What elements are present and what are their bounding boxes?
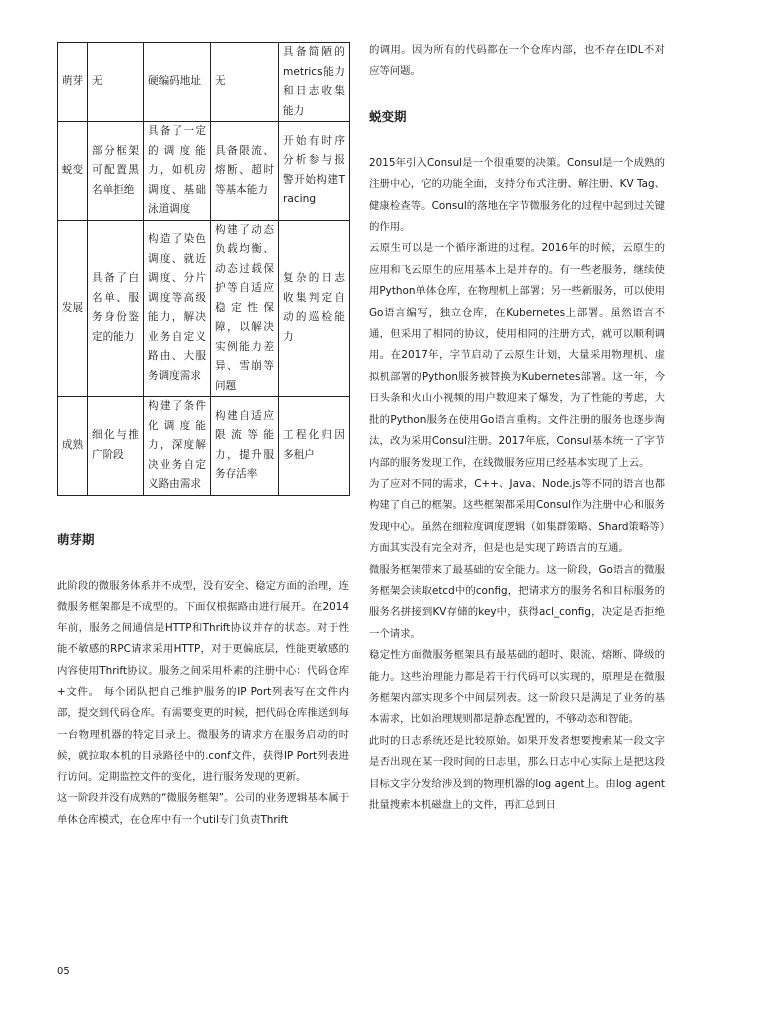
table-cell: 构建了动态负载均衡、动态过载保护等自适应稳定性保障，以解决实例能力差异、雪崩等问题: [211, 220, 279, 397]
table-cell: 具备简陋的metrics能力和日志收集能力: [279, 43, 350, 122]
stage-capability-table: [57, 42, 350, 496]
table-cell: 无: [88, 43, 144, 122]
table-stage-cell: 发展: [58, 220, 88, 397]
body-paragraph: 此时的日志系统还是比较原始。如果开发者想要搜索某一段文字是否出现在某一段时间的日志里，那么日志中心实际上是把这段目标文字分发给涉及到的物理机器的log agent上。由log agent批量搜索本机磁盘上的文件，再汇总到日: [369, 734, 665, 811]
table-row: [58, 43, 350, 122]
table-cell: 开始有时序分析参与报警开始构建Tracing: [279, 122, 350, 221]
table-cell: 部分框架可配置黑名单拒绝: [88, 122, 144, 221]
table-cell: 构建自适应限流等能力，提升服务存活率: [211, 397, 279, 496]
body-paragraph: 云原生可以是一个循序渐进的过程。2016年的时候，云原生的应用和飞云原生的应用基本上是并存的。有一些老服务，继续使用Python单体仓库，在物理机上部署；另一些新服务，可以使用Go语言编写，独立仓库，在Kubernetes上部署。虽然语言不通，但采用了相同的协议，使用相同的注册方式，就可以顺利调用。在2017年，字节启动了云原生计划，大量采用物理机、虚拟机部署的Python服务被替换为Kubernetes部署。这一年，今日头条和火山小视频的用户数迎来了爆发，为了性能的考虑，大批的Python服务在使用Go语言重构。文件注册的服务也逐步淘汰，改为采用Consul注册。2017年底，Consul基本统一了字节内部的服务发现工作，在线微服务应用已经基本实现了上云。: [369, 242, 665, 469]
right-column: [369, 40, 665, 816]
page-number: 05: [57, 966, 70, 977]
table-cell: 具备了一定的调度能力，如机房调度、基础泳道调度: [144, 122, 211, 221]
table-stage-cell: 成熟: [58, 397, 88, 496]
table-stage-cell: 蜕变: [58, 122, 88, 221]
table-cell: 构造了染色调度、就近调度、分片调度等高级能力，解决业务自定义路由、大服务调度需求: [144, 220, 211, 397]
body-paragraph: 此阶段的微服务体系并不成型，没有安全、稳定方面的治理，连微服务框架都是不成型的。下面仅根据路由进行展开。在2014年前，服务之间通信是HTTP和Thrift协议并存的状态。对于性能不敏感的RPC请求采用HTTP，对于更偏底层，性能更敏感的内容使用Thrift协议。服务之间采用朴素的注册中心：代码仓库+文件。 每个团队把自己维护服务的IP Port列表写在文件内部，提交到代码仓库。有需要变更的时候，把代码仓库推送到每一台物理机器的特定目录上。微服务的请求方在服务启动的时候，就拉取本机的目录路径中的.conf文件，获得IP Port列表进行访问。定期监控文件的变化，进行服务发现的更新。: [57, 579, 349, 784]
body-paragraph: 的调用。因为所有的代码都在一个仓库内部，也不存在IDL不对应等问题。: [369, 44, 665, 78]
table-cell: 无: [211, 43, 279, 122]
body-paragraph: 微服务框架带来了最基础的安全能力。这一阶段，Go语言的微服务框架会读取etcd中的config，把请求方的服务名和目标服务的服务名拼接到KV存储的key中，获得acl_config，决定是否拒绝一个请求。: [369, 563, 665, 640]
table-cell: 具备了白名单、服务身份鉴定的能力: [88, 220, 144, 397]
table-cell: 工程化归因多租户: [279, 397, 350, 496]
section-heading-sprout: 萌芽期: [57, 531, 95, 547]
section-heading-transform: 蜕变期: [369, 108, 407, 124]
table-cell: 复杂的日志收集判定自动的巡检能力: [279, 220, 350, 397]
table-row: [58, 122, 350, 221]
table-cell: 构建了条件化调度能力，深度解决业务自定义路由需求: [144, 397, 211, 496]
table-cell: 细化与推广阶段: [88, 397, 144, 496]
table-stage-cell: 萌芽: [58, 43, 88, 122]
body-paragraph: 2015年引入Consul是一个很重要的决策。Consul是一个成熟的注册中心，它的功能全面，支持分布式注册、解注册、KV Tag、健康检查等。Consul的落地在字节微服务化的过程中起到过关键的作用。: [369, 156, 665, 234]
table-row: [58, 397, 350, 496]
body-paragraph: 为了应对不同的需求，C++、Java、Node.js等不同的语言也都构建了自己的框架。这些框架都采用Consul作为注册中心和服务发现中心。虽然在细粒度调度逻辑（如集群策略、Shard策略等）方面其实没有完全对齐，但是也是实现了跨语言的互通。: [369, 477, 665, 555]
table-row: [58, 220, 350, 397]
body-paragraph: 这一阶段并没有成熟的“微服务框架”。公司的业务逻辑基本属于单体仓库模式，在仓库中有一个util专门负责Thrift: [57, 792, 349, 826]
table-cell: 硬编码地址: [144, 43, 211, 122]
body-paragraph: 稳定性方面微服务框架具有最基础的超时、限流、熔断、降级的能力。这些治理能力都是若干行代码可以实现的，原理是在微服务框架内部实现多个中间层列表。这一阶段只是满足了业务的基本需求，比如治理规则都是静态配置的，不够动态和智能。: [369, 649, 665, 726]
table-cell: 具备限流、熔断、超时等基本能力: [211, 122, 279, 221]
left-column: [57, 42, 349, 831]
